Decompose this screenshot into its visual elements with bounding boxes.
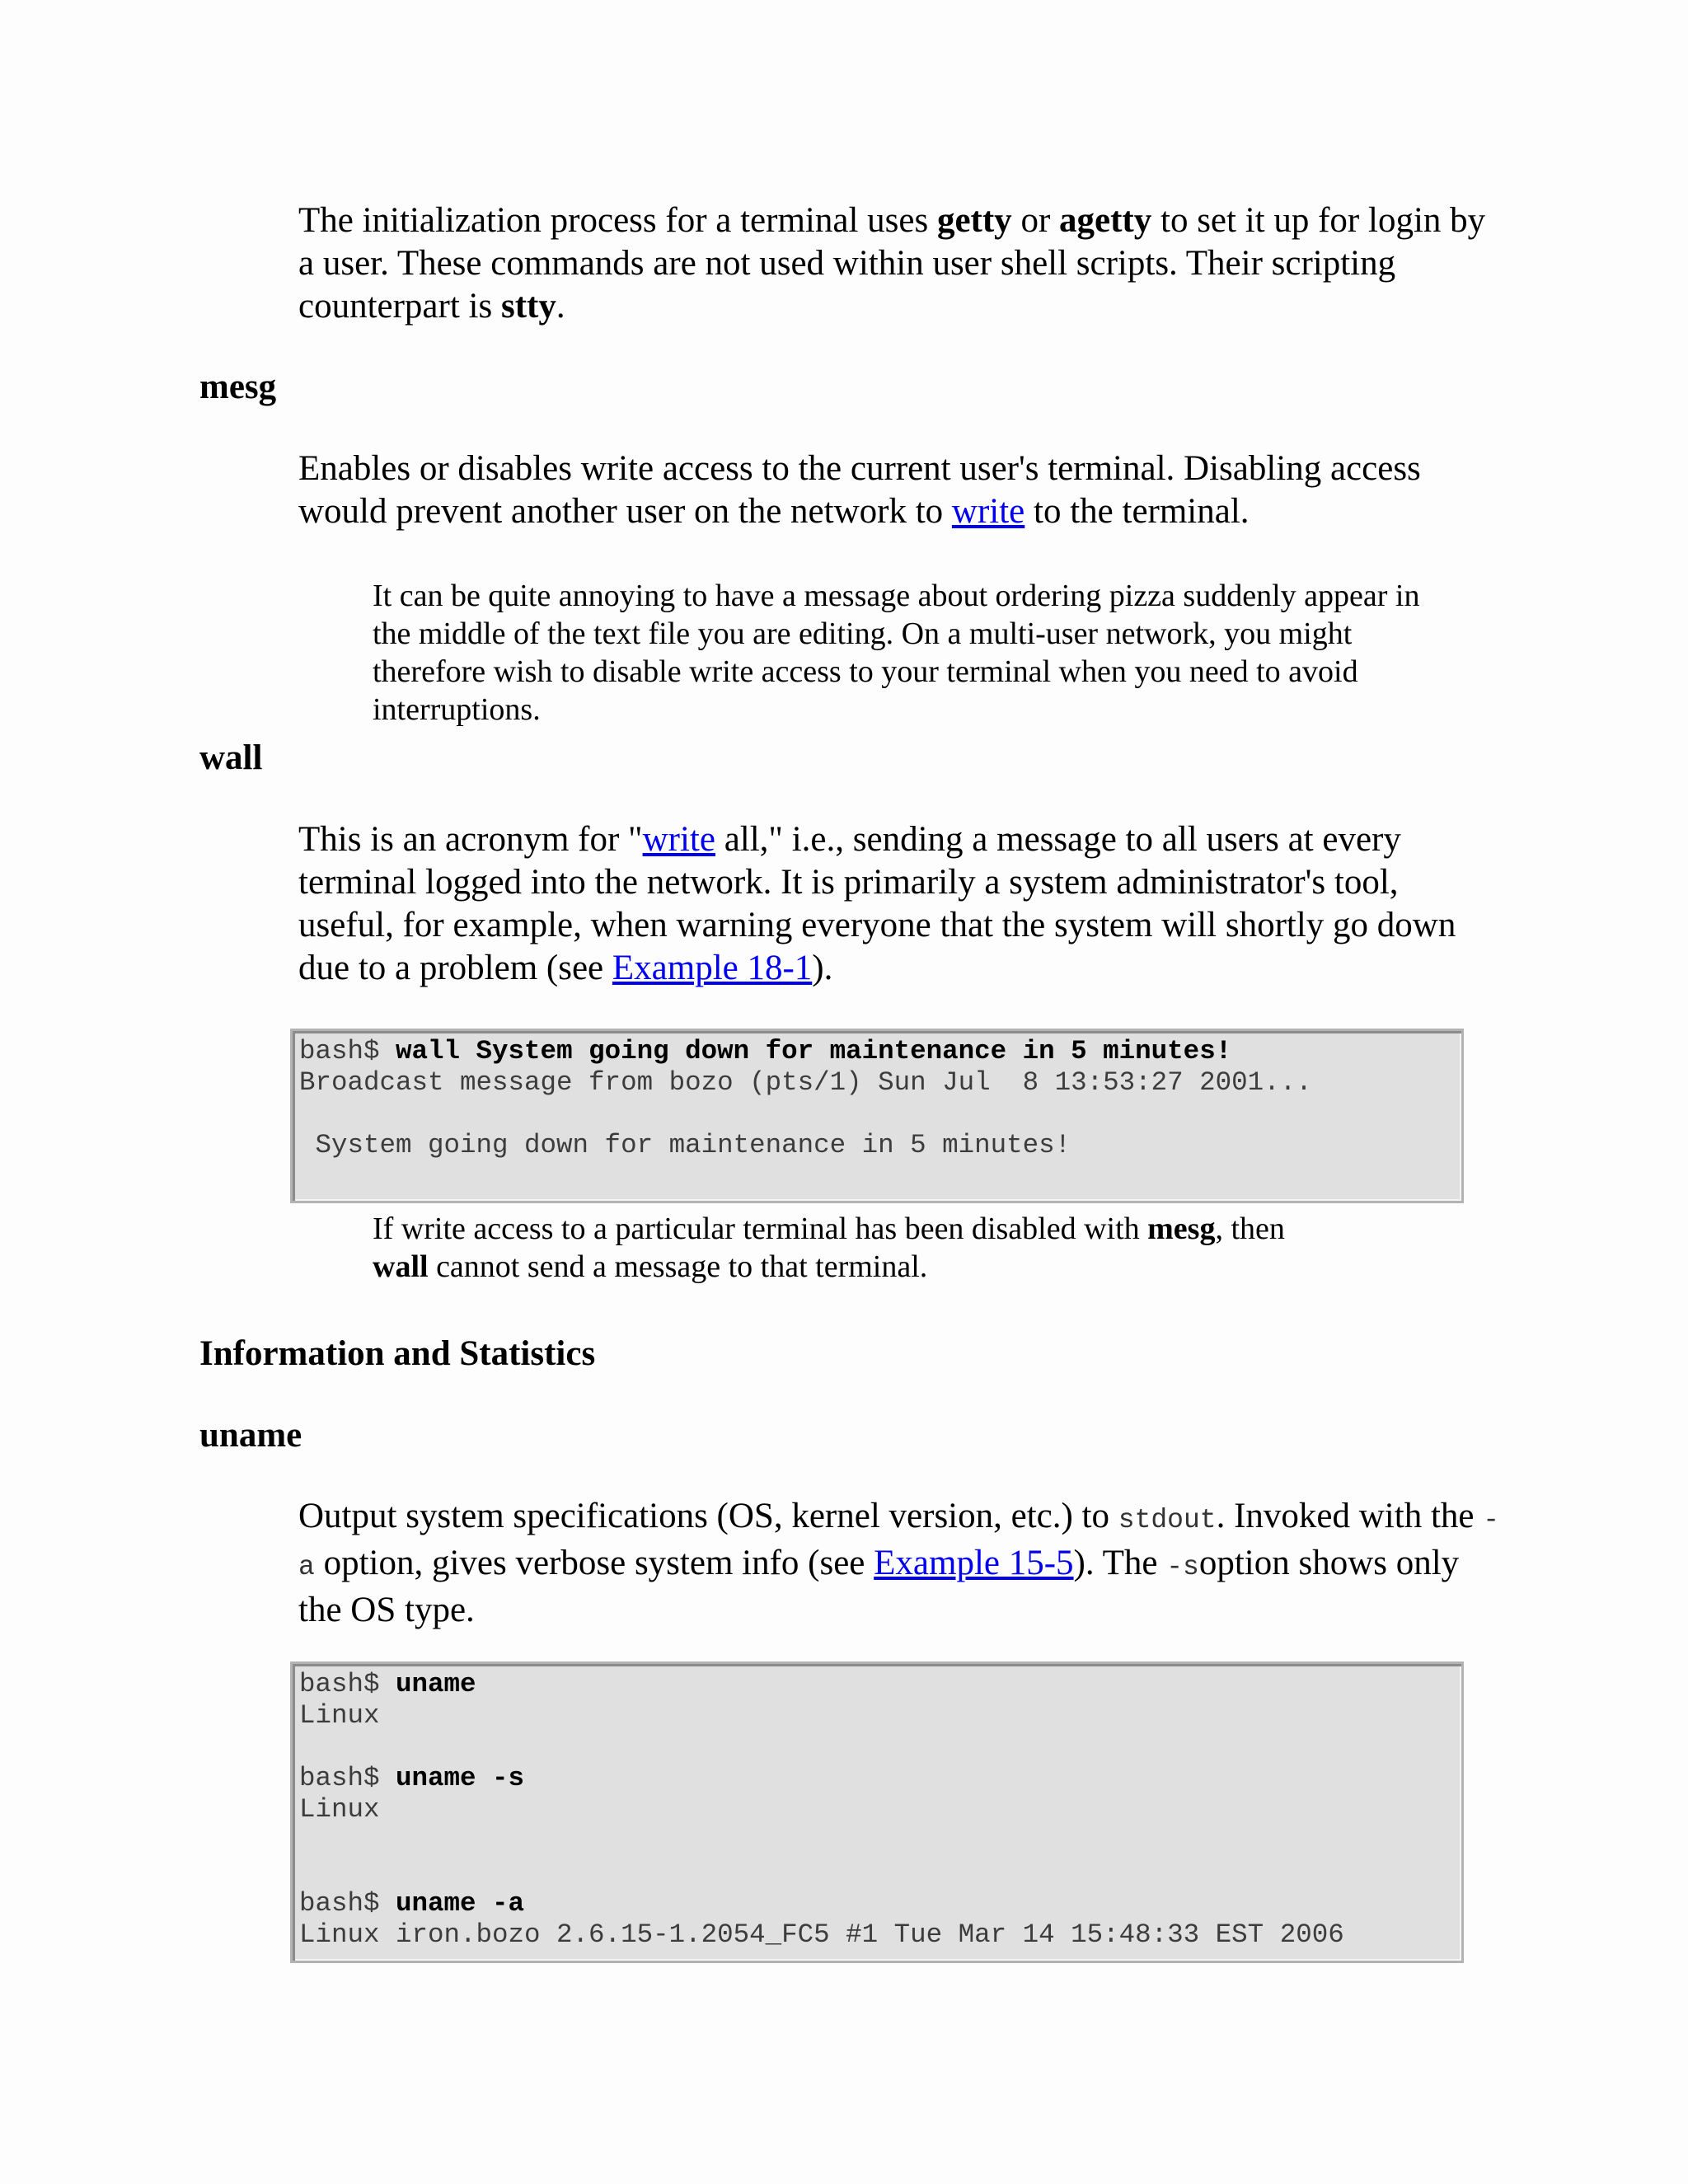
command-mesg: mesg [1147,1212,1216,1246]
text: If write access to a particular terminal has been disabled with [373,1212,1148,1246]
text: , then [1215,1212,1285,1246]
shell-output: Linux [299,1794,380,1825]
text: ). The [1073,1544,1167,1582]
text: to the terminal. [1025,492,1250,531]
shell-prompt: bash$ [299,1036,396,1066]
term-mesg: mesg [199,368,277,406]
wall-note [373,1210,1461,1286]
uname-description [298,1495,1502,1632]
example-18-1-link[interactable]: Example 18-1 [612,949,813,987]
text: Enables or disables write access to the current user's terminal. Disabling access would prevent another user on the network to [298,449,1421,531]
shell-output: Linux [299,1700,380,1731]
code-listing [299,1036,1455,1161]
shell-command: uname [396,1669,476,1699]
term-uname: uname [199,1416,302,1455]
text: all," i.e., sending a message to all users at every terminal logged into the network. It is primarily a system administrator's tool, useful, for example, when warning everyone that the system will shortly go down due to a problem (see [298,820,1456,987]
text: or [1011,201,1060,240]
text: to set it up for login by a user. These commands are not used within user shell scripts. Their scripting counterpart is [298,201,1486,326]
command-agetty: agetty [1059,201,1152,240]
shell-command: wall System going down for maintenance in 5 minutes! [396,1036,1232,1066]
text: option shows only the OS type. [298,1544,1460,1629]
intro-paragraph [298,199,1502,328]
section-heading: Information and Statistics [199,1334,596,1373]
command-getty: getty [936,201,1012,240]
term-wall: wall [199,738,263,777]
uname-code-block [290,1661,1464,1963]
text: . Invoked with the [1216,1497,1484,1535]
text: cannot send a message to that terminal. [428,1249,928,1284]
code-listing [299,1669,1455,1951]
mesg-description [298,448,1502,533]
shell-output: Linux iron.bozo 2.6.15-1.2054_FC5 #1 Tue Mar 14 15:48:33 EST 2006 [299,1919,1344,1950]
inline-code-option-s: -s [1166,1552,1199,1582]
example-15-5-link[interactable]: Example 15-5 [874,1544,1074,1582]
shell-prompt: bash$ [299,1669,396,1699]
command-stty: stty [500,287,556,326]
command-wall: wall [373,1249,429,1284]
shell-command: uname -a [396,1888,525,1919]
text: ). [812,949,833,987]
shell-output: System going down for maintenance in 5 minutes! [299,1130,1071,1160]
text: option, gives verbose system info (see [314,1544,874,1582]
text: The initialization process for a terminal uses [298,201,937,240]
shell-output: Broadcast message from bozo (pts/1) Sun Jul 8 13:53:27 2001... [299,1067,1312,1098]
shell-command: uname -s [396,1763,525,1793]
text: This is an acronym for " [298,820,643,859]
write-link[interactable]: write [642,820,715,859]
text: . [556,287,565,326]
write-link[interactable]: write [951,492,1025,531]
shell-prompt: bash$ [299,1888,396,1919]
inline-code-option-a: -a [298,1505,1500,1582]
mesg-note: It can be quite annoying to have a message about ordering pizza suddenly appear in the middle of the text file you are editing. On a multi-user network, you might therefore wish to disable write access to your terminal when you need to avoid interruptions. [373,579,1420,727]
shell-prompt: bash$ [299,1763,396,1793]
wall-description [298,818,1502,990]
inline-code-stdout: stdout [1118,1505,1217,1535]
wall-code-block [290,1029,1464,1203]
text: Output system specifications (OS, kernel version, etc.) to [298,1497,1118,1535]
